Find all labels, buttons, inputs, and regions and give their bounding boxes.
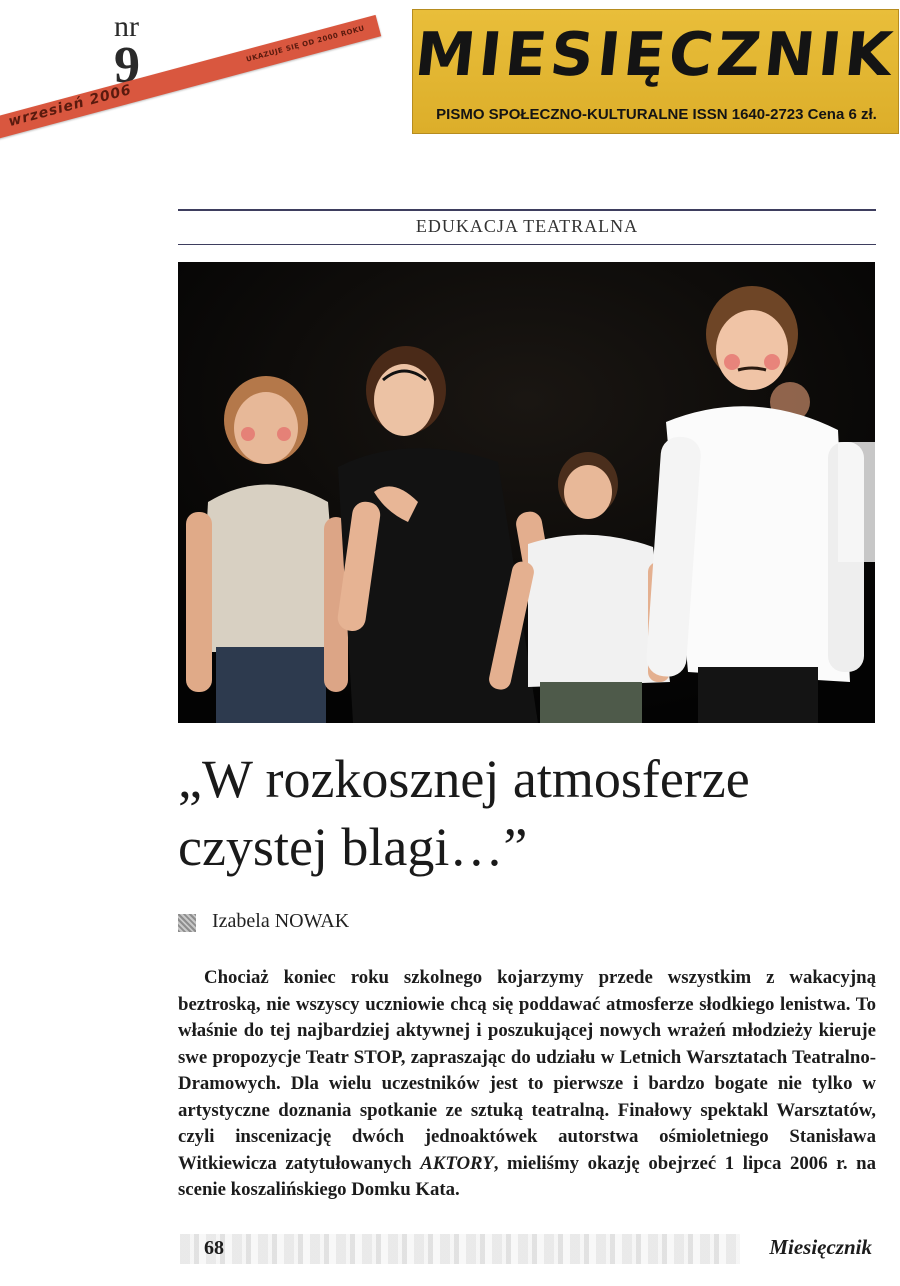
ribbon-since: UKAZUJE SIĘ OD 2000 ROKU [245, 24, 366, 64]
body-part-1: Chociaż koniec roku szkolnego kojarzymy przede wszystkim z wakacyjną beztroską, nie wszyscy uczniowie chcą się poddawać atmosferze słodkiego lenistwa. To właśnie do tej najbardziej aktywnej i poszukującej nowych wrażeń młodzieży kieruje swe propozycje Teatr STOP, zapraszając do udziału w Letnich Warsztatach Teatralno-Dramowych. Dla wielu uczestników jest to pierwsze i bardzo bogate nie tylko w artystyczne doznania spotkanie ze sztuką teatralną. Finałowy spektakl Warsztatów, czyli inscenizację dwóch jednoaktówek autorstwa ośmioletniego Stanisława Witkiewicza zatytułowanych [178, 967, 876, 1174]
headline-line-2: czystej blagi…” [178, 817, 528, 877]
section-rule-top [178, 209, 876, 211]
masthead-subtitle: PISMO SPOŁECZNO-KULTURALNE ISSN 1640-2723 Cena 6 zł. [436, 106, 877, 123]
article-author: Izabela NOWAK [212, 910, 350, 932]
masthead-title: MIESIĘCZNIK [411, 20, 900, 90]
section-rule-bottom [178, 244, 876, 245]
section-label: EDUKACJA TEATRALNA [415, 216, 639, 236]
body-part-2: , mieliśmy okazję obejrzeć 1 lipca 2006 r. na scenie koszalińskiego Domku Kata. [178, 1152, 876, 1200]
footer-publication: Miesięcznik [769, 1235, 872, 1259]
byline-marker [178, 914, 196, 932]
issue-label: nr [114, 10, 139, 43]
headline-line-1: „W rozkosznej atmosferze [178, 749, 750, 809]
body-title-italic: AKTORY [420, 1152, 494, 1174]
issue-number: 9 [114, 37, 140, 94]
article-body [178, 965, 876, 1204]
footer-band [180, 1234, 740, 1264]
masthead [412, 9, 899, 134]
page-number: 68 [204, 1237, 224, 1259]
article-headline [178, 745, 876, 881]
ribbon-date: wrzesień 2006 [6, 81, 134, 131]
stage-photo [178, 262, 875, 723]
stage-photo-illustration [178, 262, 875, 723]
date-ribbon [0, 15, 381, 140]
